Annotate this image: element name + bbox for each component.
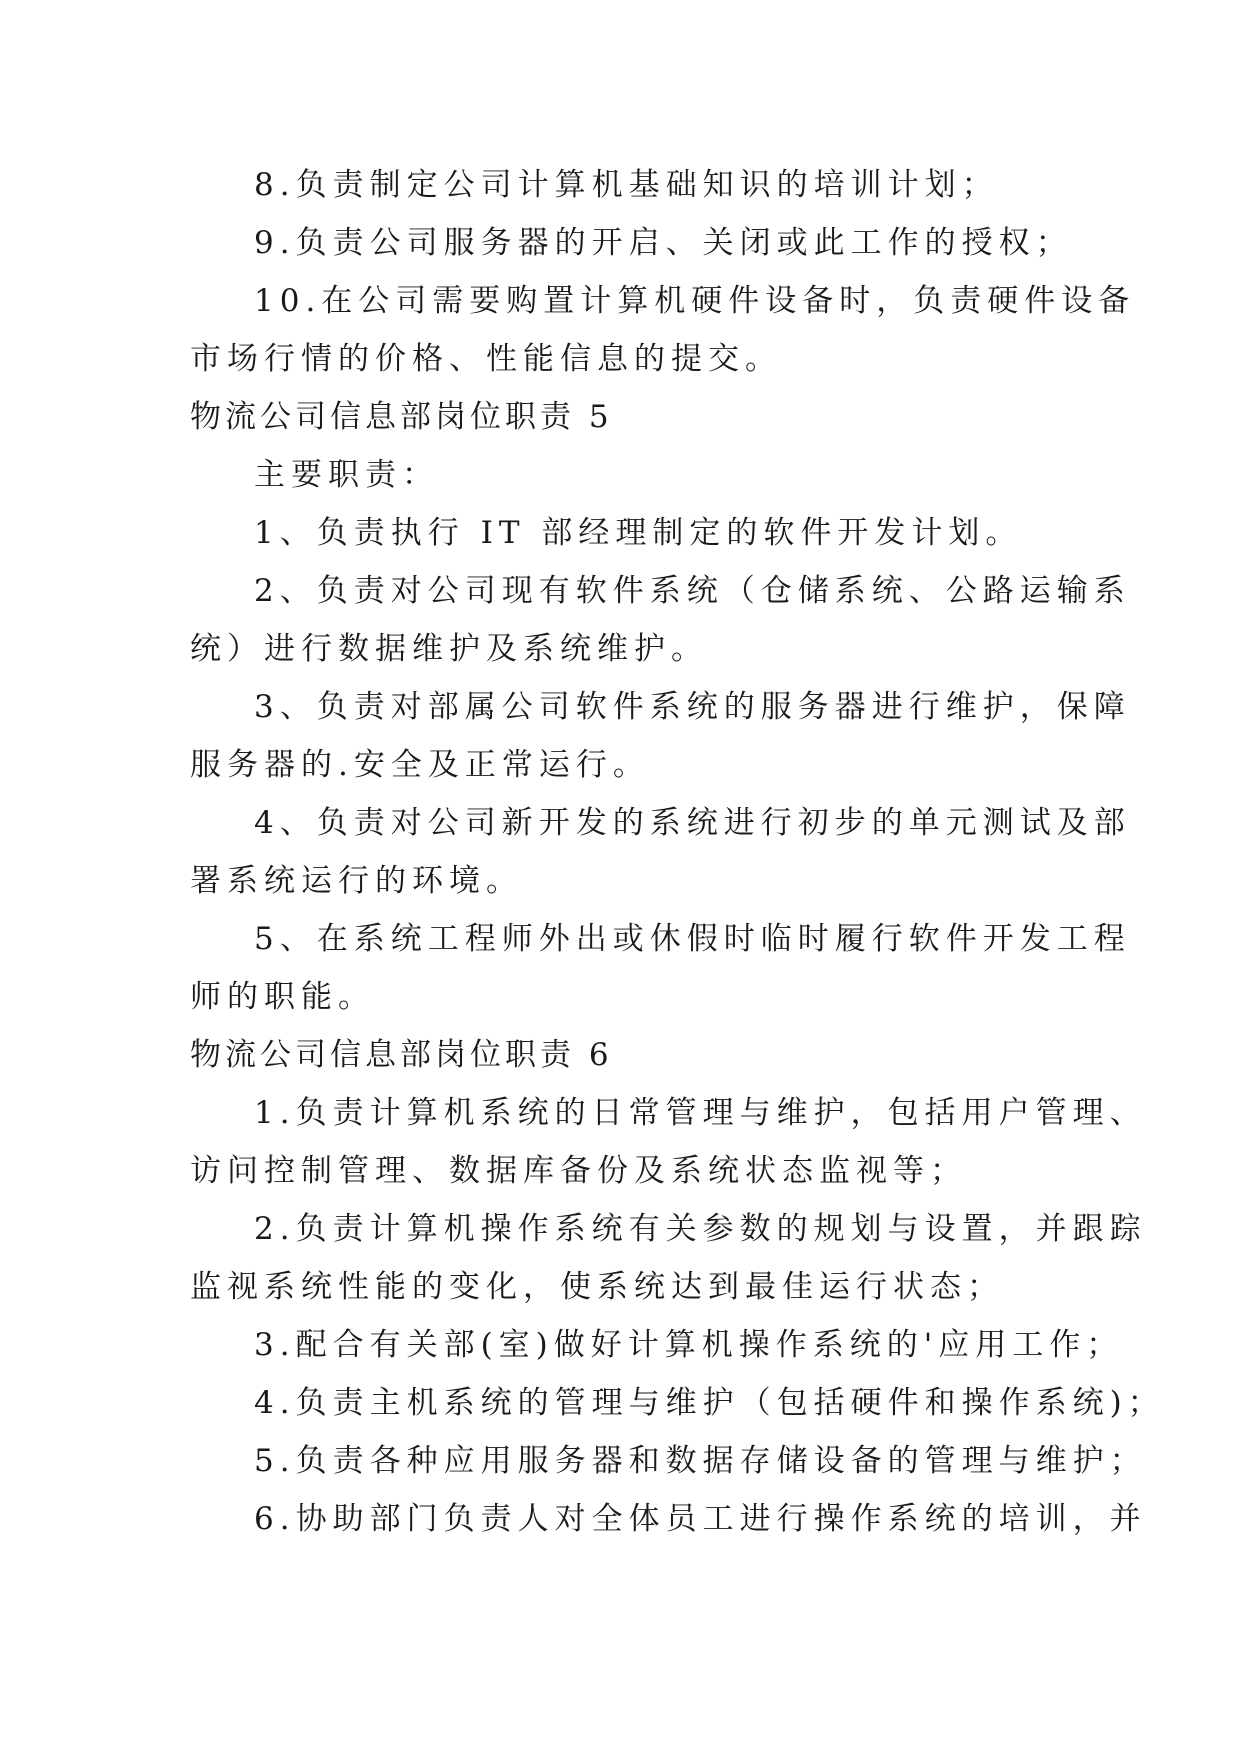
section-heading: 物流公司信息部岗位职责 5 [190, 399, 613, 435]
text-line: 主要职责： [254, 457, 439, 493]
text-line: 监视系统性能的变化，使系统达到最佳运行状态； [190, 1269, 1004, 1305]
text-line: 3、负责对部属公司软件系统的服务器进行维护，保障 [254, 689, 1131, 725]
text-line: 4.负责主机系统的管理与维护（包括硬件和操作系统)； [254, 1385, 1165, 1421]
text-line: 1、负责执行 IT 部经理制定的软件开发计划。 [254, 515, 1023, 551]
text-line: 统）进行数据维护及系统维护。 [190, 631, 708, 667]
text-line: 3.配合有关部(室)做好计算机操作系统的'应用工作； [254, 1327, 1124, 1363]
text-line: 服务器的.安全及正常运行。 [190, 747, 650, 783]
text-line: 访问控制管理、数据库备份及系统状态监视等； [190, 1153, 967, 1189]
text-line: 1.负责计算机系统的日常管理与维护，包括用户管理、 [254, 1095, 1147, 1131]
text-line: 8.负责制定公司计算机基础知识的培训计划； [254, 167, 999, 203]
text-line: 2、负责对公司现有软件系统（仓储系统、公路运输系 [254, 573, 1131, 609]
text-line: 市场行情的价格、性能信息的提交。 [190, 341, 782, 377]
text-line: 5.负责各种应用服务器和数据存储设备的管理与维护； [254, 1443, 1147, 1479]
text-line: 6.协助部门负责人对全体员工进行操作系统的培训，并 [254, 1501, 1147, 1537]
text-line: 2.负责计算机操作系统有关参数的规划与设置，并跟踪 [254, 1211, 1147, 1247]
text-line: 师的职能。 [190, 979, 375, 1015]
section-heading: 物流公司信息部岗位职责 6 [190, 1037, 613, 1073]
text-line: 署系统运行的环境。 [190, 863, 523, 899]
text-line: 4、负责对公司新开发的系统进行初步的单元测试及部 [254, 805, 1131, 841]
text-line: 5、在系统工程师外出或休假时临时履行软件开发工程 [254, 921, 1131, 957]
text-line: 10.在公司需要购置计算机硬件设备时，负责硬件设备 [254, 283, 1136, 319]
text-line: 9.负责公司服务器的开启、关闭或此工作的授权； [254, 225, 1073, 261]
